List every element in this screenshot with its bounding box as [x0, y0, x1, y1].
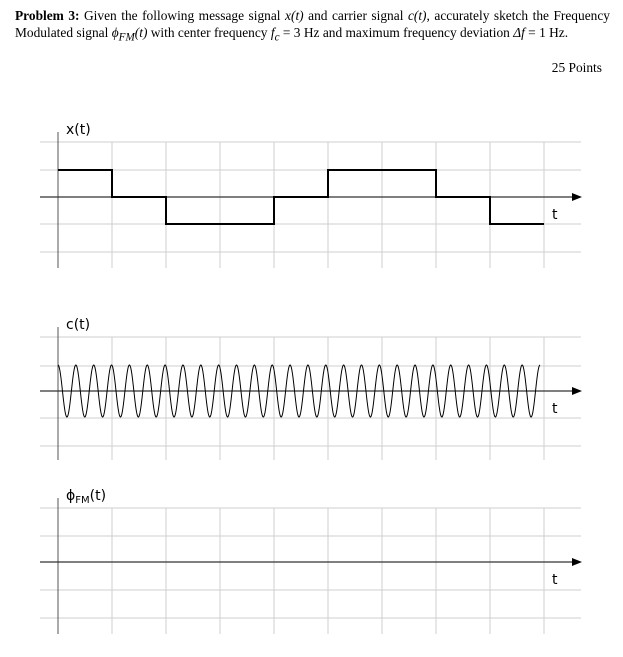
phi-char: ϕ: [111, 25, 119, 40]
fc-sub: c: [274, 31, 280, 44]
x-axis-label: x(t): [66, 122, 91, 138]
fc-value: = 3 Hz: [279, 25, 320, 40]
text-sketch: , accurately sketch the Frequency Modulated signal: [15, 8, 610, 40]
phi-arg: (t): [134, 25, 148, 40]
x-grid: [40, 142, 581, 268]
text-intro: Given the following message signal: [84, 8, 281, 23]
df-symbol: Δf: [513, 25, 525, 40]
phi-t-label: t: [552, 572, 558, 588]
x-waveform: [58, 170, 544, 224]
phi-axis-label: [66, 488, 106, 506]
c-axis-label: c(t): [66, 317, 91, 333]
text-center-frequency: with center frequency: [150, 25, 268, 40]
c-time-arrow: [572, 387, 582, 395]
x-plot: [40, 122, 582, 268]
phi-label-arg: (t): [89, 488, 107, 504]
c-symbol: c(t): [407, 8, 427, 23]
phi-label-sub: FM: [75, 495, 90, 506]
c-t-label: t: [552, 401, 558, 417]
c-plot: [40, 317, 582, 460]
phi-grid: [40, 508, 581, 634]
text-max-deviation: and maximum frequency deviation: [322, 25, 510, 40]
phi-plot: [40, 488, 582, 634]
text-and-carrier: and carrier signal: [308, 8, 404, 23]
phi-sub: FM: [118, 31, 135, 44]
problem-label: Problem 3:: [15, 8, 80, 23]
points-label: 25 Points: [551, 60, 602, 75]
phi-time-arrow: [572, 558, 582, 566]
x-time-arrow: [572, 193, 582, 201]
fc-char: f: [270, 25, 275, 40]
c-grid: [40, 337, 581, 460]
x-symbol: x(t): [285, 8, 304, 23]
df-value: = 1 Hz.: [524, 25, 569, 40]
x-t-label: t: [552, 207, 558, 223]
phi-label-char: ϕ: [66, 488, 76, 504]
